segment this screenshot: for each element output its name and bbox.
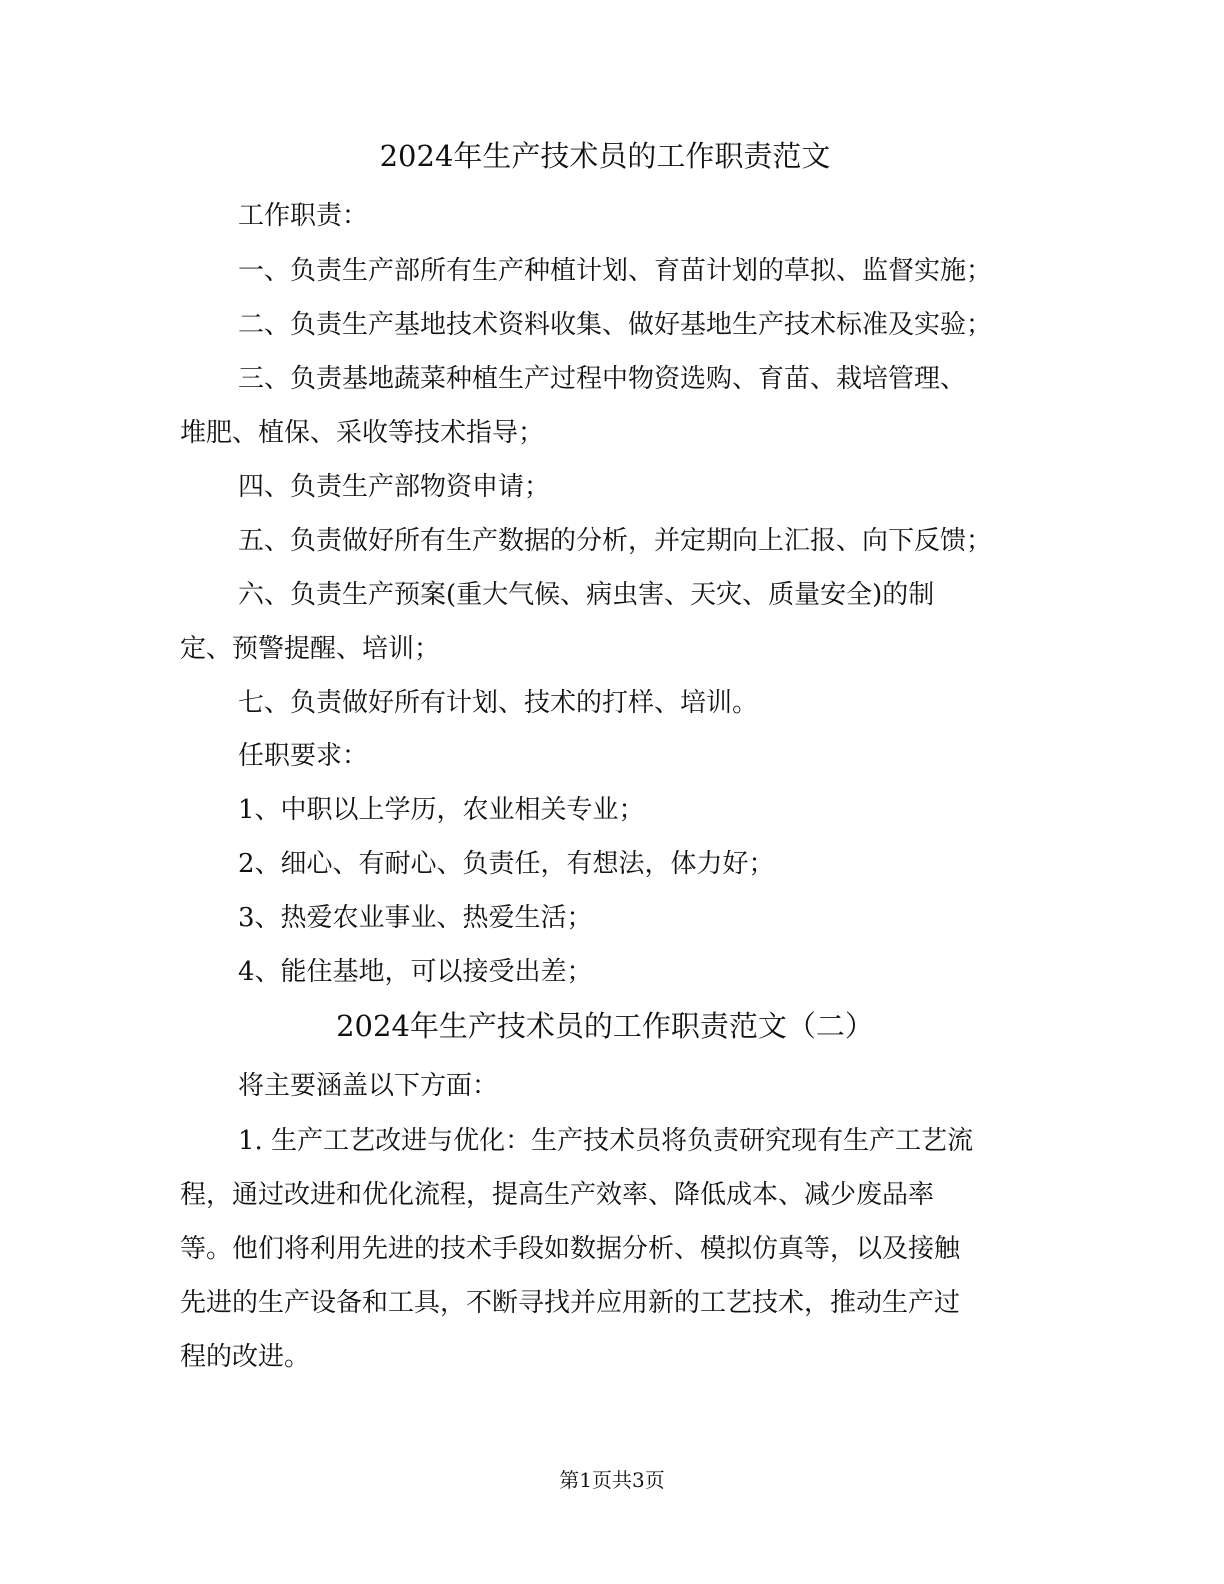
paragraph-line: 程的改进。 xyxy=(180,1342,311,1372)
paragraph-line: 等。他们将利用先进的技术手段如数据分析、模拟仿真等，以及接触 xyxy=(180,1234,961,1264)
requirement-line: 1、中职以上学历，农业相关专业； xyxy=(238,795,645,825)
duty-line: 二、负责生产基地技术资料收集、做好基地生产技术标准及实验； xyxy=(238,310,993,340)
section2-title: 2024年生产技术员的工作职责范文（二） xyxy=(336,1009,874,1043)
paragraph-line: 先进的生产设备和工具，不断寻找并应用新的工艺技术，推动生产过 xyxy=(180,1288,961,1318)
requirement-line: 3、热爱农业事业、热爱生活； xyxy=(238,903,593,933)
requirement-line: 2、细心、有耐心、负责任，有想法，体力好； xyxy=(238,849,775,879)
duty-line: 三、负责基地蔬菜种植生产过程中物资选购、育苗、栽培管理、 xyxy=(238,364,967,394)
section2-intro: 将主要涵盖以下方面： xyxy=(238,1071,499,1101)
duty-line: 一、负责生产部所有生产种植计划、育苗计划的草拟、监督实施； xyxy=(238,256,993,286)
page-number-footer: 第1页共3页 xyxy=(559,1468,665,1492)
requirements-heading: 任职要求： xyxy=(238,741,369,771)
duty-line-continued: 定、预警提醒、培训； xyxy=(180,634,441,664)
duty-line: 五、负责做好所有生产数据的分析，并定期向上汇报、向下反馈； xyxy=(238,526,993,556)
duty-line: 四、负责生产部物资申请； xyxy=(238,472,551,502)
duty-line: 七、负责做好所有计划、技术的打样、培训。 xyxy=(238,688,759,718)
duty-line-continued: 堆肥、植保、采收等技术指导； xyxy=(180,418,545,448)
paragraph-line: 程，通过改进和优化流程，提高生产效率、降低成本、减少废品率 xyxy=(180,1180,935,1210)
duties-heading: 工作职责： xyxy=(238,201,369,231)
paragraph-line: 1. 生产工艺改进与优化：生产技术员将负责研究现有生产工艺流 xyxy=(238,1126,974,1156)
section1-title: 2024年生产技术员的工作职责范文 xyxy=(379,139,831,173)
requirement-line: 4、能住基地，可以接受出差； xyxy=(238,957,593,987)
duty-line: 六、负责生产预案(重大气候、病虫害、天灾、质量安全)的制 xyxy=(238,580,935,610)
